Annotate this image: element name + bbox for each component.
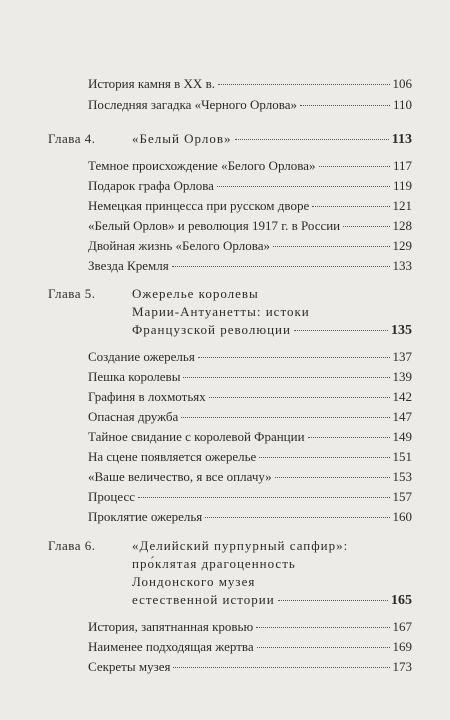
entry-page: 133 (392, 258, 412, 273)
dot-leader (205, 517, 389, 518)
chapter-title-line: Лондонского музея (132, 574, 256, 589)
chapter-6-title (132, 556, 412, 572)
toc-entry (88, 97, 412, 113)
entry-page: 173 (392, 659, 412, 674)
entry-title: Опасная дружба (88, 409, 179, 424)
entry-page: 129 (392, 238, 412, 253)
toc-entry (88, 409, 412, 425)
entry-page: 169 (392, 639, 412, 654)
entry-page: 160 (392, 509, 412, 524)
dot-leader (278, 600, 388, 601)
toc-entry (88, 238, 412, 254)
toc-entry (88, 389, 412, 405)
chapter-4-label: Глава 4. (48, 131, 96, 146)
chapter-title-line: «Белый Орлов» (132, 131, 232, 146)
entry-page: 128 (392, 218, 412, 233)
toc-entry (88, 639, 412, 655)
toc-entry (88, 178, 412, 194)
entry-title: Подарок графа Орлова (88, 178, 214, 193)
toc-entry (88, 619, 412, 635)
dot-leader (198, 357, 390, 358)
entry-page: 117 (392, 158, 412, 173)
dot-leader (181, 417, 389, 418)
toc-entry (88, 258, 412, 274)
dot-leader (218, 84, 390, 85)
entry-title: Создание ожерелья (88, 349, 195, 364)
entry-page: 121 (392, 198, 412, 213)
entry-title: Тайное свидание с королевой Франции (88, 429, 305, 444)
chapter-title-line: Марии-Антуанетты: истоки (132, 304, 310, 319)
entry-title: Проклятие ожерелья (88, 509, 203, 524)
dot-leader (300, 105, 390, 106)
dot-leader (259, 457, 389, 458)
chapter-title-line: Ожерелье королевы (132, 286, 259, 301)
entry-title: История камня в XX в. (88, 76, 215, 91)
dot-leader (312, 206, 389, 207)
entry-page: 151 (392, 449, 412, 464)
toc-entry (88, 509, 412, 525)
chapter-title-line: Французской революции (132, 322, 291, 337)
entry-title: Темное происхождение «Белого Орлова» (88, 158, 316, 173)
entry-title: «Белый Орлов» и революция 1917 г. в России (88, 218, 341, 233)
entry-page: 139 (392, 369, 412, 384)
toc-entry (88, 429, 412, 445)
toc-entry (88, 76, 412, 92)
toc-entry (88, 489, 412, 505)
dot-leader (138, 497, 390, 498)
entry-title: Немецкая принцесса при русском дворе (88, 198, 310, 213)
dot-leader (294, 330, 388, 331)
chapter-6-title (132, 574, 412, 590)
dot-leader (319, 166, 390, 167)
dot-leader (343, 226, 389, 227)
chapter-5-title (132, 322, 412, 339)
entry-title: «Ваше величество, я все оплачу» (88, 469, 272, 484)
chapter-page: 135 (391, 323, 412, 338)
dot-leader (235, 139, 389, 140)
toc-entry (88, 218, 412, 234)
entry-title: Двойная жизнь «Белого Орлова» (88, 238, 270, 253)
chapter-title-line: про́клятая драгоценность (132, 556, 296, 571)
entry-page: 110 (392, 97, 412, 112)
chapter-page: 113 (391, 132, 412, 147)
dot-leader (308, 437, 390, 438)
entry-title: Звезда Кремля (88, 258, 169, 273)
chapter-6-title (132, 538, 412, 554)
chapter-5-title (132, 304, 412, 320)
entry-page: 157 (392, 489, 412, 504)
dot-leader (257, 647, 390, 648)
dot-leader (273, 246, 390, 247)
chapter-4-title (132, 131, 412, 148)
entry-page: 106 (392, 76, 412, 91)
entry-title: Секреты музея (88, 659, 171, 674)
entry-page: 119 (392, 178, 412, 193)
chapter-page: 165 (391, 593, 412, 608)
toc-entry (88, 659, 412, 675)
dot-leader (173, 667, 389, 668)
entry-page: 167 (392, 619, 412, 634)
toc-entry (88, 449, 412, 465)
toc-entry (88, 198, 412, 214)
chapter-title-line: «Делийский пурпурный сапфир»: (132, 538, 349, 553)
entry-title: Пешка королевы (88, 369, 181, 384)
dot-leader (172, 266, 390, 267)
toc-entry (88, 369, 412, 385)
entry-page: 147 (392, 409, 412, 424)
entry-title: Графиня в лохмотьях (88, 389, 206, 404)
dot-leader (256, 627, 389, 628)
chapter-6-label: Глава 6. (48, 538, 96, 553)
entry-page: 153 (392, 469, 412, 484)
dot-leader (217, 186, 390, 187)
toc-entry (88, 158, 412, 174)
entry-title: Последняя загадка «Черного Орлова» (88, 97, 297, 112)
dot-leader (209, 397, 390, 398)
chapter-5-title (132, 286, 412, 302)
entry-title: На сцене появляется ожерелье (88, 449, 257, 464)
entry-title: Наименее подходящая жертва (88, 639, 254, 654)
dot-leader (183, 377, 389, 378)
entry-page: 149 (392, 429, 412, 444)
toc-entry (88, 469, 412, 485)
dot-leader (275, 477, 390, 478)
entry-title: Процесс (88, 489, 135, 504)
chapter-5-label: Глава 5. (48, 286, 96, 301)
toc-entry (88, 349, 412, 365)
chapter-6-title (132, 592, 412, 609)
entry-title: История, запятнанная кровью (88, 619, 254, 634)
entry-page: 142 (392, 389, 412, 404)
entry-page: 137 (392, 349, 412, 364)
chapter-title-line: естественной истории (132, 592, 275, 607)
